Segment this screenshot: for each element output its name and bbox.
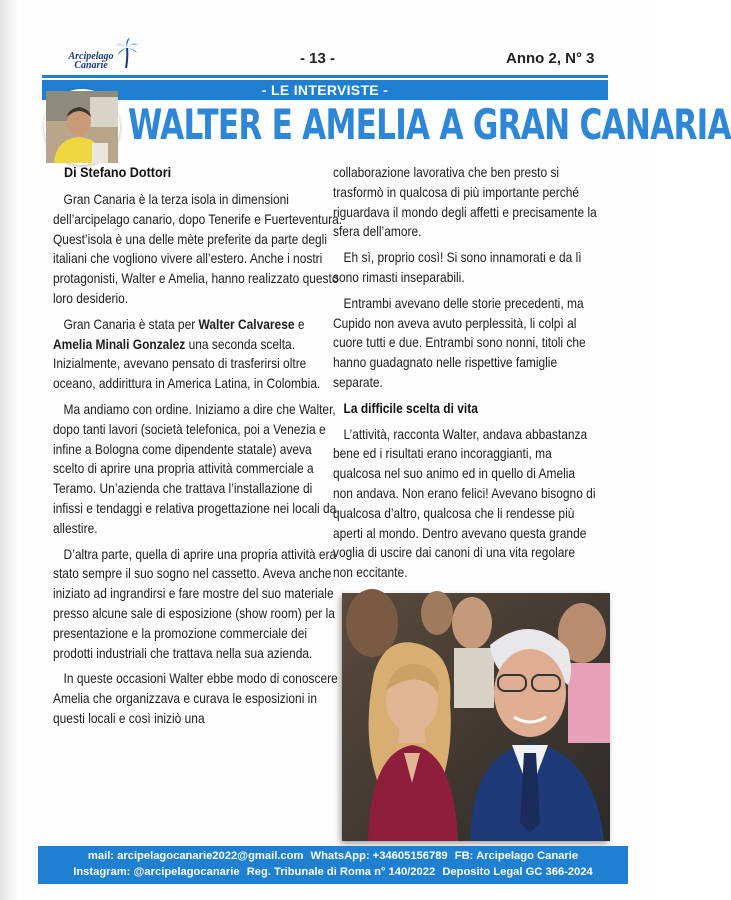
paragraph: Entrambi avevano delle storie precedenti, ma Cupido non aveva avuto perplessità, li colpì al cuore tutti e due. Entrambi sono nonni, titoli che hanno guadagnato nelle rispettive famiglie separate. <box>333 295 586 390</box>
article-byline: Di Stefano Dottori <box>64 164 172 180</box>
couple-photo-image <box>342 593 610 841</box>
paragraph: collaborazione lavorativa che ben presto si trasformò in qualcosa di più importante perché riguardava il mondo degli affetti e precisamente la sfera dell’amore. <box>333 165 597 240</box>
article-headline: WALTER E AMELIA A GRAN CANARIA <box>128 100 731 149</box>
paragraph: D’altra parte, quella di aprire una propria attività era stato sempre il suo sogno nel cassetto. Aveva anche iniziato ad ingrandirsi e fare mostre del suo materiale presso alcune sale di esposizione (show room) per la presentazione e la promozione commerciale dei prodotti industriali che trattava nella sua azienda. <box>53 546 337 661</box>
couple-photo <box>342 593 610 841</box>
footer-whatsapp[interactable]: WhatsApp: +34605156789 <box>310 850 448 862</box>
footer-mail[interactable]: mail: arcipelagocanarie2022@gmail.com <box>87 850 304 862</box>
page-edge-shadow <box>0 0 18 900</box>
paragraph <box>53 315 343 394</box>
issue-number: Anno 2, N° 3 <box>506 50 595 67</box>
palm-tree-icon <box>116 38 138 68</box>
paragraph: In queste occasioni Walter ebbe modo di conoscere Amelia che organizzava e curava le esposizioni in questi locali e così iniziò una <box>53 671 338 726</box>
paragraph: Eh sì, proprio così! Si sono innamorati e da lì sono rimasti inseparabili. <box>333 250 582 285</box>
section-label: - LE INTERVISTE - <box>261 82 389 98</box>
paragraph-text: Gran Canaria è stata per <box>63 316 199 332</box>
page-number: - 13 - <box>300 50 336 67</box>
logo-text <box>60 52 122 70</box>
person-name-amelia: Amelia Minali Gonzalez <box>53 336 186 352</box>
author-avatar <box>44 89 120 165</box>
logo-line-1: Arcipelago <box>68 51 114 62</box>
author-portrait-image <box>46 91 118 163</box>
logo-line-2: Canarie <box>74 60 108 71</box>
footer-instagram[interactable]: Instagram: @arcipelagocanarie <box>73 866 240 878</box>
footer-contacts <box>38 850 628 862</box>
magazine-logo <box>60 40 142 72</box>
paragraph: Ma andiamo con ordine. Iniziamo a dire che Walter, dopo tanti lavori (società telefonica, poi a Venezia e infine a Bologna come dipendente statale) aveva scelto di aprire una propria attività commerciale a Teramo. Un’azienda che trattava l’installazione di infissi e tendaggi e relativa progettazione nei locali da allestire. <box>53 401 337 536</box>
person-name-walter: Walter Calvarese <box>198 316 295 332</box>
paragraph-text: una seconda scelta. Inizialmente, avevano pensato di trasferirsi oltre oceano, addirittura in America Latina, in Colombia. <box>53 336 321 392</box>
paragraph: L’attività, racconta Walter, andava abbastanza bene ed i risultati erano incoraggianti, ma qualcosa nel suo animo ed in quello di Amelia non andava. Non erano felici! Avevano bisogno di qualcosa d’altro, qualcosa che li rendesse più aperti al mondo. Dentro avevano questa grande voglia di uscire dai canoni di una vita regolare non eccitante. <box>333 426 596 581</box>
paragraph: Gran Canaria è la terza isola in dimensioni dell’arcipelago canario, dopo Tenerife e Fuerteventura. Quest’isola è una delle mète preferite da parte degli italiani che vogliono vivere all’estero. Anche i nostri protagonisti, Walter e Amelia, hanno realizzato questo loro desiderio. <box>53 192 343 306</box>
header-rule <box>42 75 608 78</box>
right-column <box>333 163 633 589</box>
footer-facebook[interactable]: FB: Arcipelago Canarie <box>454 850 579 862</box>
footer-deposito: Deposito Legal GC 366-2024 <box>442 866 593 878</box>
footer-legal <box>38 866 628 878</box>
footer-bar <box>38 846 628 884</box>
paragraph-text: e <box>294 316 305 332</box>
footer-registration: Reg. Tribunale di Roma n° 140/2022 <box>246 866 436 878</box>
subheading: La difficile scelta di vita <box>343 400 478 416</box>
